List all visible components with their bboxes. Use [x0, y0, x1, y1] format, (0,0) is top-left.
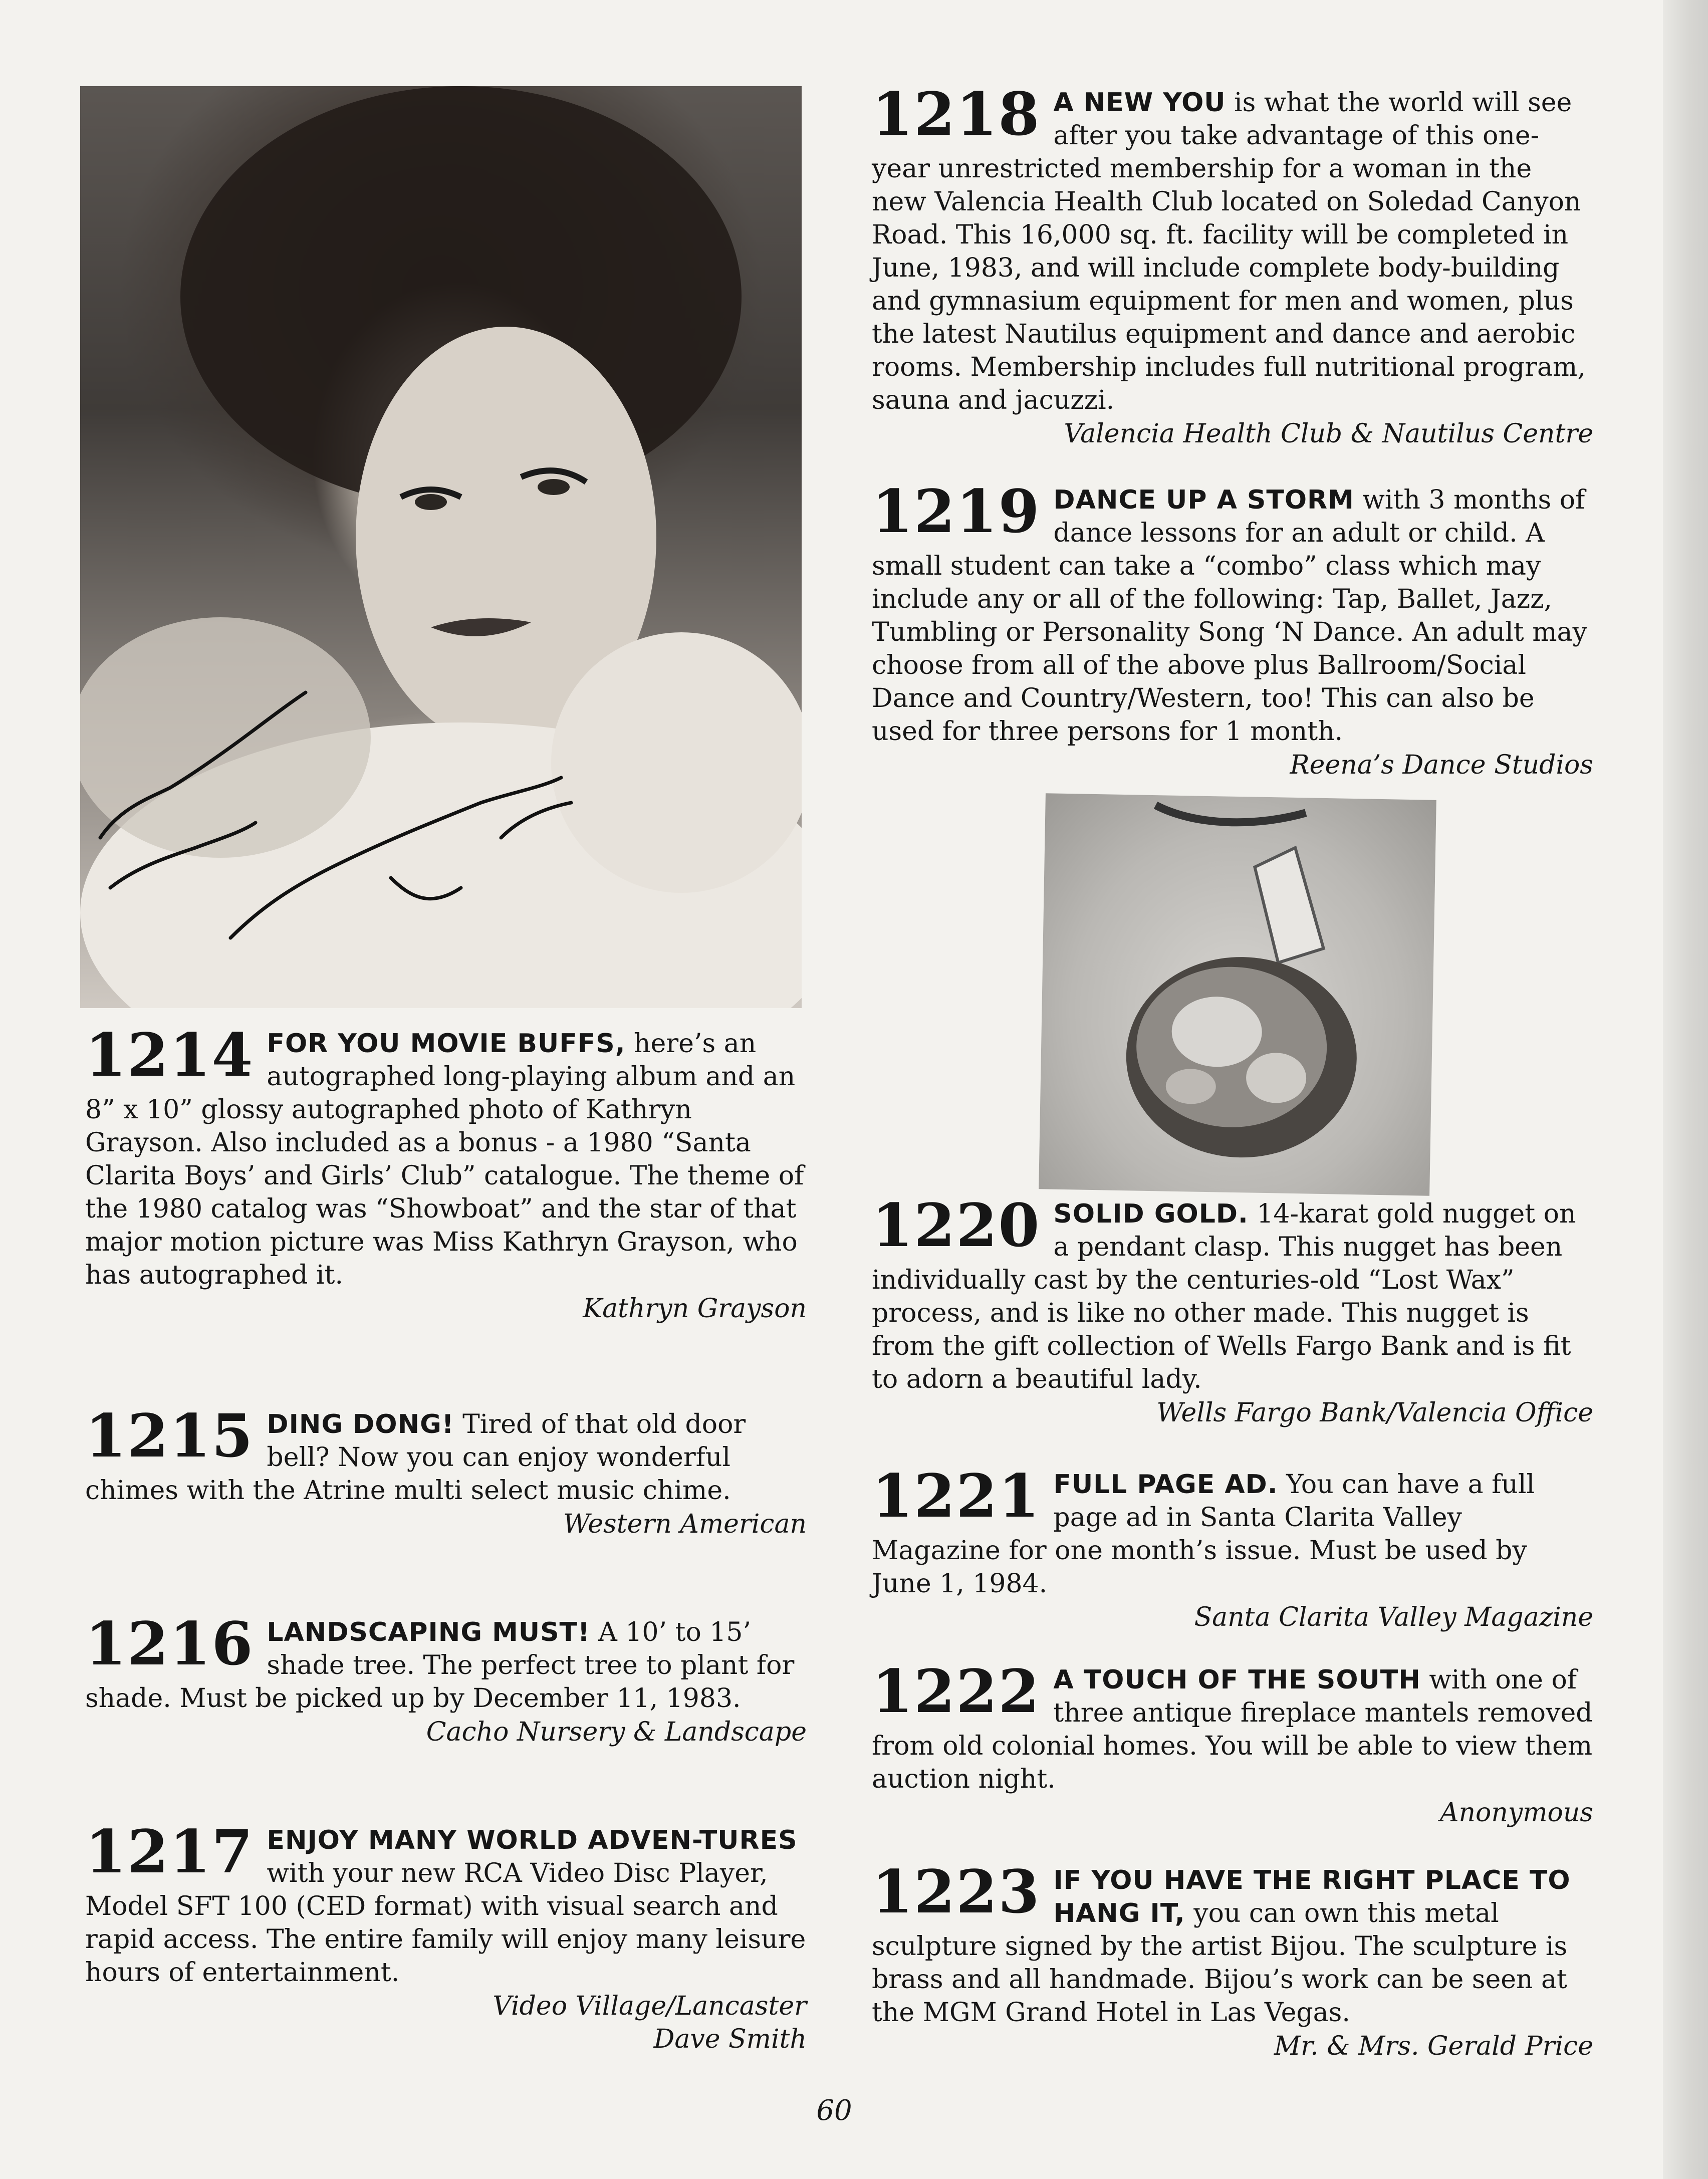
lot-item	[872, 1190, 1593, 1429]
item-heading: A TOUCH OF THE SOUTH	[1053, 1665, 1421, 1695]
lot-item	[872, 476, 1593, 781]
donor-name: Western American	[563, 1509, 807, 1539]
item-heading: ENJOY MANY WORLD ADVEN-TURES	[267, 1825, 798, 1855]
lot-number: 1217	[85, 1817, 254, 1886]
page-edge	[1663, 0, 1708, 2179]
donor-name: Wells Fargo Bank/Valencia Office	[1156, 1398, 1593, 1428]
item-heading: SOLID GOLD.	[1053, 1199, 1249, 1229]
pendant-photo	[1039, 793, 1436, 1195]
item-heading: DANCE UP A STORM	[1053, 485, 1354, 515]
lot-number: 1216	[85, 1609, 254, 1678]
donor-name: Mr. & Mrs. Gerald Price	[1274, 2031, 1593, 2061]
donor-name: Kathryn Grayson	[583, 1294, 807, 1324]
donor-name: Video Village/Lancaster	[493, 1991, 807, 2021]
item-description: Tired of that old door bell? Now you can enjoy wonderful chimes with the Atrine multi select music chime.	[85, 1409, 746, 1506]
lot-item	[872, 1461, 1593, 1633]
lot-item	[872, 79, 1593, 450]
donor-name: Reena’s Dance Studios	[1290, 750, 1593, 780]
lot-number: 1219	[872, 476, 1041, 546]
autograph-signature	[100, 692, 571, 938]
donor-name: Santa Clarita Valley Magazine	[1194, 1602, 1593, 1632]
page-number: 60	[816, 2094, 852, 2127]
donor-name: Valencia Health Club & Nautilus Centre	[1064, 419, 1593, 449]
portrait-photo	[80, 86, 802, 1008]
donor-name: Cacho Nursery & Landscape	[426, 1717, 807, 1747]
item-heading: FOR YOU MOVIE BUFFS,	[267, 1029, 626, 1059]
item-heading: FULL PAGE AD.	[1053, 1470, 1278, 1500]
item-description: A 10’ to 15’ shade tree. The perfect tree to plant for shade. Must be picked up by December 11, 1983.	[85, 1617, 795, 1714]
lot-number: 1221	[872, 1461, 1041, 1531]
item-heading: DING DONG!	[267, 1409, 454, 1439]
lot-number: 1220	[872, 1190, 1041, 1260]
item-description: you can own this metal sculpture signed by the artist Bijou. The sculpture is brass and all handmade. Bijou’s work can be seen at the MGM Grand Hotel in Las Vegas.	[872, 1898, 1568, 2028]
donor-name: Dave Smith	[653, 2024, 807, 2054]
item-description: You can have a full page ad in Santa Clarita Valley Magazine for one month’s issue. Must be used by June 1, 1984.	[872, 1470, 1535, 1599]
lot-item	[85, 1020, 807, 1325]
donor-name: Anonymous	[1439, 1798, 1593, 1828]
lot-item	[872, 1857, 1593, 2062]
lot-item	[85, 1817, 807, 2055]
item-description: 14-karat gold nugget on a pendant clasp. This nugget has been individually cast by the centuries-old “Lost Wax” process, and is like no other made. This nugget is from the gift collection of Wells Fargo Bank and is fit to adorn a beautiful lady.	[872, 1199, 1576, 1394]
item-description: with your new RCA Video Disc Player, Model SFT 100 (CED format) with visual search and rapid access. The entire family will enjoy many leisure hours of entertainment.	[85, 1858, 806, 1988]
lot-item	[85, 1401, 807, 1540]
item-heading: LANDSCAPING MUST!	[267, 1617, 590, 1647]
lot-number: 1223	[872, 1857, 1041, 1926]
lot-number: 1218	[872, 79, 1041, 149]
lot-number: 1222	[872, 1656, 1041, 1726]
lot-number: 1214	[85, 1020, 254, 1090]
item-description: here’s an autographed long-playing album and an 8” x 10” glossy autographed photo of Kathryn Grayson. Also included as a bonus - a 1980 “Santa Clarita Boys’ and Girls’ Club” catalogue. The theme of the 1980 catalog was “Showboat” and the star of that major motion picture was Miss Kathryn Grayson, who has autographed it.	[85, 1029, 804, 1290]
item-heading: IF YOU HAVE THE RIGHT PLACE TO HANG IT,	[1053, 1865, 1571, 1928]
item-description: with 3 months of dance lessons for an adult or child. A small student can take a “combo” class which may include any or all of the following: Tap, Ballet, Jazz, Tumbling or Personality Song ‘N Dance. An adult may choose from all of the above plus Ballroom/Social Dance and Country/Western, too! This can also be used for three persons for 1 month.	[872, 485, 1587, 747]
item-heading: A NEW YOU	[1053, 88, 1226, 118]
lot-item	[85, 1609, 807, 1748]
lot-number: 1215	[85, 1401, 254, 1471]
lot-item	[872, 1656, 1593, 1829]
item-description: is what the world will see after you take advantage of this one-year unrestricted membership for a woman in the new Valencia Health Club located on Soledad Canyon Road. This 16,000 sq. ft. facility will be completed in June, 1983, and will include complete body-building and gymnasium equipment for men and women, plus the latest Nautilus equipment and dance and aerobic rooms. Membership includes full nutritional program, sauna and jacuzzi.	[872, 88, 1586, 415]
item-description: with one of three antique fireplace mantels removed from old colonial homes. You will be able to view them auction night.	[872, 1665, 1593, 1794]
